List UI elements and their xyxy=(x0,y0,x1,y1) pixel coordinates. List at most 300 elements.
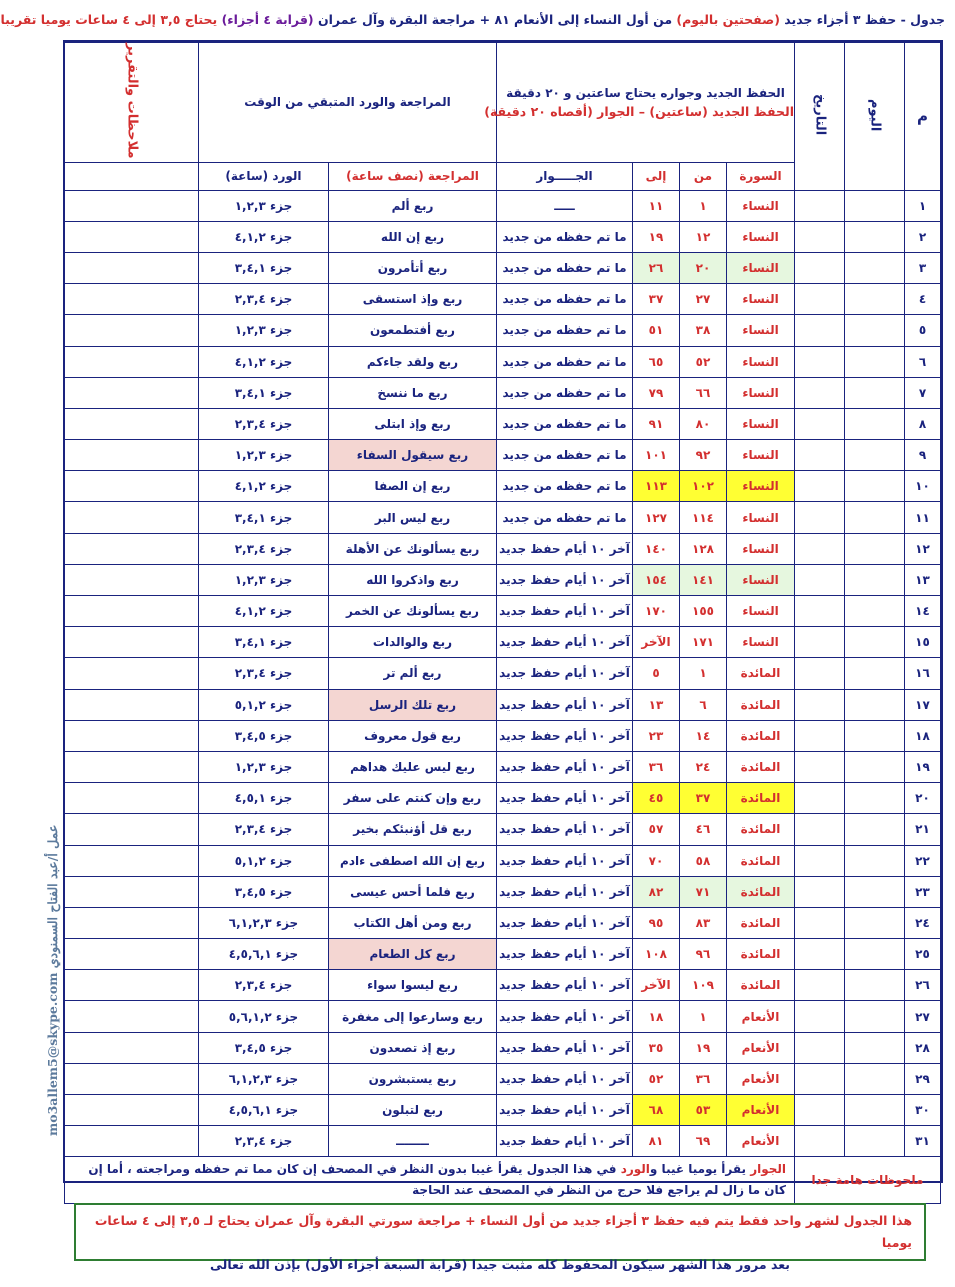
cell-from: ٣٧ xyxy=(680,783,727,814)
table-row xyxy=(64,689,940,720)
cell-day[interactable] xyxy=(845,845,905,876)
cell-review: ربع ليسوا سواء xyxy=(328,970,496,1001)
cell-surah: المائدة xyxy=(727,720,795,751)
cell-index: ١٠ xyxy=(905,471,941,502)
cell-surah: المائدة xyxy=(727,814,795,845)
cell-date[interactable] xyxy=(795,596,845,627)
header-review-half: المراجعة (نصف ساعة) xyxy=(328,162,496,190)
cell-notes[interactable] xyxy=(64,408,198,439)
cell-from: ١ xyxy=(680,1001,727,1032)
cell-notes[interactable] xyxy=(64,814,198,845)
cell-notes[interactable] xyxy=(64,221,198,252)
cell-surah: المائدة xyxy=(727,970,795,1001)
cell-to: ١١ xyxy=(633,190,680,221)
cell-index: ١ xyxy=(905,190,941,221)
cell-day[interactable] xyxy=(845,970,905,1001)
cell-day[interactable] xyxy=(845,596,905,627)
cell-review: ربع تلك الرسل xyxy=(328,689,496,720)
cell-from: ٦ xyxy=(680,689,727,720)
cell-date[interactable] xyxy=(795,377,845,408)
cell-notes[interactable] xyxy=(64,689,198,720)
cell-index: ٢١ xyxy=(905,814,941,845)
cell-date[interactable] xyxy=(795,1032,845,1063)
table-row xyxy=(64,970,940,1001)
cell-index: ١٩ xyxy=(905,751,941,782)
cell-date[interactable] xyxy=(795,907,845,938)
cell-wird: جزء ٤,٥,٦,١ xyxy=(198,1095,328,1126)
cell-review: ربع إن الله اصطفى ءادم xyxy=(328,845,496,876)
cell-review: ربع ما ننسخ xyxy=(328,377,496,408)
cell-date[interactable] xyxy=(795,845,845,876)
cell-day[interactable] xyxy=(845,627,905,658)
cell-jiwar: آخر ١٠ أيام حفظ جديد xyxy=(496,564,632,595)
cell-jiwar: آخر ١٠ أيام حفظ جديد xyxy=(496,689,632,720)
cell-review: ربع وإن كنتم على سفر xyxy=(328,783,496,814)
table-row xyxy=(64,471,940,502)
cell-date[interactable] xyxy=(795,471,845,502)
cell-to: ١٣ xyxy=(633,689,680,720)
page-title xyxy=(0,6,945,34)
cell-day[interactable] xyxy=(845,1001,905,1032)
cell-surah: الأنعام xyxy=(727,1032,795,1063)
table-row xyxy=(64,658,940,689)
cell-index: ١٣ xyxy=(905,564,941,595)
cell-index: ٦ xyxy=(905,346,941,377)
cell-day[interactable] xyxy=(845,907,905,938)
table-row xyxy=(64,1095,940,1126)
cell-review: ربع فلما أحس عيسى xyxy=(328,876,496,907)
cell-to: ٥٧ xyxy=(633,814,680,845)
header-notes: ملاحظات والتقرير xyxy=(64,43,198,163)
cell-to: ٩١ xyxy=(633,408,680,439)
cell-day[interactable] xyxy=(845,533,905,564)
cell-from: ١٩ xyxy=(680,1032,727,1063)
cell-surah: المائدة xyxy=(727,658,795,689)
cell-day[interactable] xyxy=(845,502,905,533)
cell-day[interactable] xyxy=(845,284,905,315)
table-row xyxy=(64,1063,940,1094)
header-notes-blank xyxy=(64,162,198,190)
cell-review: ربع إن الصفا xyxy=(328,471,496,502)
cell-notes[interactable] xyxy=(64,1032,198,1063)
cell-date[interactable] xyxy=(795,814,845,845)
cell-jiwar: ما تم حفظه من جديد xyxy=(496,502,632,533)
cell-from: ٥٨ xyxy=(680,845,727,876)
table-row xyxy=(64,845,940,876)
cell-date[interactable] xyxy=(795,1126,845,1157)
notes-text-2: في هذا الجدول يقرأ غيبا بدون النظر في المصحف إن كان مما تم حفظه ومراجعته ، أما إن كان ما زال لم يراجع فلا حرج من النظر في المصحف عند الحاجة xyxy=(88,1162,786,1198)
cell-surah: المائدة xyxy=(727,845,795,876)
cell-notes[interactable] xyxy=(64,440,198,471)
cell-notes[interactable] xyxy=(64,783,198,814)
table-row xyxy=(64,284,940,315)
cell-notes[interactable] xyxy=(64,190,198,221)
footer-line-1: هذا الجدول لشهر واحد فقط يتم فيه حفظ ٣ أجزاء جديد من أول النساء + مراجعة سورتي البقرة وآل عمران يحتاج لـ ٣,٥ إلى ٤ ساعات يوميا xyxy=(94,1213,912,1250)
cell-date[interactable] xyxy=(795,190,845,221)
cell-from: ١٢٨ xyxy=(680,533,727,564)
cell-notes[interactable] xyxy=(64,252,198,283)
cell-day[interactable] xyxy=(845,939,905,970)
cell-surah: النساء xyxy=(727,471,795,502)
cell-wird: جزء ٢,٣,٤ xyxy=(198,814,328,845)
table-row xyxy=(64,939,940,970)
cell-day[interactable] xyxy=(845,783,905,814)
header-new-memorization xyxy=(484,43,794,163)
cell-review: ربع أفتطمعون xyxy=(328,315,496,346)
cell-day[interactable] xyxy=(845,1032,905,1063)
author-credit: عمل أ/عبد الفتاح السمنودي mo3allem5@skype.com xyxy=(45,824,60,1136)
title-part-1: جدول - حفظ ٣ أجزاء جديد xyxy=(784,12,945,27)
cell-notes[interactable] xyxy=(64,502,198,533)
cell-index: ٥ xyxy=(905,315,941,346)
header-wird: الورد (ساعة) xyxy=(198,162,328,190)
cell-day[interactable] xyxy=(845,471,905,502)
cell-surah: النساء xyxy=(727,627,795,658)
header-jiwar: الجـــــوار xyxy=(496,162,632,190)
cell-jiwar: آخر ١٠ أيام حفظ جديد xyxy=(496,1126,632,1157)
cell-review: ربع وإذ استسقى xyxy=(328,284,496,315)
table-row xyxy=(64,720,940,751)
cell-index: ١٧ xyxy=(905,689,941,720)
table-row xyxy=(64,440,940,471)
cell-day[interactable] xyxy=(845,751,905,782)
cell-jiwar: ـــــ xyxy=(496,190,632,221)
cell-jiwar: آخر ١٠ أيام حفظ جديد xyxy=(496,907,632,938)
cell-surah: النساء xyxy=(727,440,795,471)
cell-from: ٨٠ xyxy=(680,408,727,439)
cell-wird: جزء ٣,٤,١ xyxy=(198,252,328,283)
cell-index: ١٨ xyxy=(905,720,941,751)
cell-jiwar: آخر ١٠ أيام حفظ جديد xyxy=(496,1001,632,1032)
cell-notes[interactable] xyxy=(64,939,198,970)
cell-surah: النساء xyxy=(727,221,795,252)
cell-notes[interactable] xyxy=(64,596,198,627)
cell-surah: المائدة xyxy=(727,876,795,907)
cell-notes[interactable] xyxy=(64,533,198,564)
cell-to: ١١٣ xyxy=(633,471,680,502)
cell-review: ربع سيقول السفاء xyxy=(328,440,496,471)
cell-date[interactable] xyxy=(795,502,845,533)
cell-to: ٨٢ xyxy=(633,876,680,907)
table-row xyxy=(64,907,940,938)
cell-review: ربع يسألونك عن الأهلة xyxy=(328,533,496,564)
cell-jiwar: ما تم حفظه من جديد xyxy=(496,471,632,502)
cell-index: ٢٣ xyxy=(905,876,941,907)
cell-wird: جزء ٤,٥,١ xyxy=(198,783,328,814)
table-row xyxy=(64,751,940,782)
cell-date[interactable] xyxy=(795,876,845,907)
cell-index: ٣١ xyxy=(905,1126,941,1157)
header-date: التاريخ xyxy=(795,43,845,191)
cell-date[interactable] xyxy=(795,1001,845,1032)
cell-notes[interactable] xyxy=(64,658,198,689)
header-row-1 xyxy=(64,43,940,163)
cell-to: الآخر xyxy=(633,627,680,658)
cell-jiwar: آخر ١٠ أيام حفظ جديد xyxy=(496,939,632,970)
cell-date[interactable] xyxy=(795,564,845,595)
cell-surah: المائدة xyxy=(727,751,795,782)
cell-from: ٣٨ xyxy=(680,315,727,346)
cell-surah: النساء xyxy=(727,377,795,408)
cell-to: ١٨ xyxy=(633,1001,680,1032)
header-m: م xyxy=(905,43,941,191)
cell-day[interactable] xyxy=(845,346,905,377)
notes-word-wird: الورد xyxy=(620,1162,650,1177)
cell-day[interactable] xyxy=(845,440,905,471)
cell-day[interactable] xyxy=(845,564,905,595)
cell-surah: النساء xyxy=(727,284,795,315)
cell-to: ٧٠ xyxy=(633,845,680,876)
notes-text-1: يقرأ يوميا غيبا و xyxy=(649,1162,751,1177)
new-subtitle: الحفظ الجديد (ساعتين) – الجوار (أقصاه ٢٠ دقيقة) xyxy=(484,103,794,119)
header-day: اليوم xyxy=(845,43,905,191)
cell-date[interactable] xyxy=(795,939,845,970)
cell-review: ربع ومن أهل الكتاب xyxy=(328,907,496,938)
cell-notes[interactable] xyxy=(64,1126,198,1157)
table-row xyxy=(64,315,940,346)
cell-date[interactable] xyxy=(795,783,845,814)
cell-wird: جزء ٢,٣,٤ xyxy=(198,408,328,439)
cell-notes[interactable] xyxy=(64,1001,198,1032)
cell-notes[interactable] xyxy=(64,720,198,751)
cell-notes[interactable] xyxy=(64,564,198,595)
cell-notes[interactable] xyxy=(64,1063,198,1094)
title-part-5: يحتاج ٣,٥ إلى ٤ ساعات يوميا تقريبا xyxy=(0,12,218,27)
table-row xyxy=(64,1126,940,1157)
cell-jiwar: آخر ١٠ أيام حفظ جديد xyxy=(496,1095,632,1126)
cell-day[interactable] xyxy=(845,190,905,221)
cell-day[interactable] xyxy=(845,221,905,252)
cell-surah: الأنعام xyxy=(727,1095,795,1126)
cell-wird: جزء ٤,١,٢ xyxy=(198,471,328,502)
cell-notes[interactable] xyxy=(64,1095,198,1126)
cell-notes[interactable] xyxy=(64,315,198,346)
cell-wird: جزء ٢,٣,٤ xyxy=(198,658,328,689)
notes-label: ملحوظات هامة جدا xyxy=(795,1157,941,1204)
cell-jiwar: آخر ١٠ أيام حفظ جديد xyxy=(496,596,632,627)
cell-wird: جزء ٢,٣,٤ xyxy=(198,970,328,1001)
notes-word-jiwar: الجوار xyxy=(750,1162,786,1177)
cell-from: ٦٦ xyxy=(680,377,727,408)
cell-surah: المائدة xyxy=(727,783,795,814)
cell-to: ٤٥ xyxy=(633,783,680,814)
cell-index: ٩ xyxy=(905,440,941,471)
table-row xyxy=(64,1001,940,1032)
cell-jiwar: آخر ١٠ أيام حفظ جديد xyxy=(496,627,632,658)
table-row xyxy=(64,346,940,377)
cell-review: ربع والوالدات xyxy=(328,627,496,658)
cell-to: ٥٢ xyxy=(633,1063,680,1094)
cell-from: ١ xyxy=(680,190,727,221)
cell-to: ٦٨ xyxy=(633,1095,680,1126)
cell-date[interactable] xyxy=(795,1063,845,1094)
cell-notes[interactable] xyxy=(64,751,198,782)
cell-wird: جزء ٣,٤,١ xyxy=(198,502,328,533)
cell-index: ٧ xyxy=(905,377,941,408)
cell-from: ٩٦ xyxy=(680,939,727,970)
cell-jiwar: ما تم حفظه من جديد xyxy=(496,221,632,252)
cell-date[interactable] xyxy=(795,627,845,658)
cell-review: ربع ليس عليك هداهم xyxy=(328,751,496,782)
cell-index: ٢٤ xyxy=(905,907,941,938)
cell-from: ١٥٥ xyxy=(680,596,727,627)
table-row xyxy=(64,564,940,595)
cell-wird: جزء ٦,١,٢,٣ xyxy=(198,907,328,938)
cell-review: ربع قول معروف xyxy=(328,720,496,751)
footer-note xyxy=(74,1203,926,1272)
cell-surah: الأنعام xyxy=(727,1126,795,1157)
cell-review: ربع ألم xyxy=(328,190,496,221)
header-from: من xyxy=(680,162,727,190)
cell-wird: جزء ٥,٦,١,٢ xyxy=(198,1001,328,1032)
cell-day[interactable] xyxy=(845,876,905,907)
cell-date[interactable] xyxy=(795,315,845,346)
cell-surah: المائدة xyxy=(727,689,795,720)
cell-index: ٣٠ xyxy=(905,1095,941,1126)
cell-wird: جزء ١,٢,٣ xyxy=(198,564,328,595)
cell-index: ١٦ xyxy=(905,658,941,689)
cell-date[interactable] xyxy=(795,440,845,471)
cell-date[interactable] xyxy=(795,720,845,751)
cell-from: ٢٤ xyxy=(680,751,727,782)
cell-to: ١٢٧ xyxy=(633,502,680,533)
table-row xyxy=(64,377,940,408)
cell-notes[interactable] xyxy=(64,845,198,876)
table-row xyxy=(64,221,940,252)
cell-notes[interactable] xyxy=(64,970,198,1001)
cell-wird: جزء ٤,٥,٦,١ xyxy=(198,939,328,970)
cell-from: ٣٦ xyxy=(680,1063,727,1094)
cell-day[interactable] xyxy=(845,720,905,751)
cell-date[interactable] xyxy=(795,346,845,377)
cell-date[interactable] xyxy=(795,658,845,689)
cell-review: ربع لتبلون xyxy=(328,1095,496,1126)
cell-wird: جزء ٢,٣,٤ xyxy=(198,284,328,315)
cell-index: ١٥ xyxy=(905,627,941,658)
cell-notes[interactable] xyxy=(64,876,198,907)
cell-review: ربع أتأمرون xyxy=(328,252,496,283)
cell-review: ربع يسألونك عن الخمر xyxy=(328,596,496,627)
cell-day[interactable] xyxy=(845,377,905,408)
cell-surah: النساء xyxy=(727,252,795,283)
table-row xyxy=(64,876,940,907)
cell-date[interactable] xyxy=(795,221,845,252)
cell-jiwar: آخر ١٠ أيام حفظ جديد xyxy=(496,751,632,782)
cell-day[interactable] xyxy=(845,1095,905,1126)
cell-review: ربع وإذ ابتلى xyxy=(328,408,496,439)
cell-date[interactable] xyxy=(795,1095,845,1126)
cell-day[interactable] xyxy=(845,689,905,720)
table-row xyxy=(64,814,940,845)
cell-to: ٦٥ xyxy=(633,346,680,377)
cell-from: ١٠٩ xyxy=(680,970,727,1001)
cell-to: ٣٥ xyxy=(633,1032,680,1063)
cell-date[interactable] xyxy=(795,970,845,1001)
cell-date[interactable] xyxy=(795,533,845,564)
cell-notes[interactable] xyxy=(64,377,198,408)
cell-surah: المائدة xyxy=(727,907,795,938)
schedule-rows xyxy=(64,190,940,1157)
cell-surah: الأنعام xyxy=(727,1001,795,1032)
cell-to: ١٥٤ xyxy=(633,564,680,595)
cell-to: ٣٧ xyxy=(633,284,680,315)
cell-notes[interactable] xyxy=(64,627,198,658)
cell-wird: جزء ١,٢,٣ xyxy=(198,190,328,221)
table-row xyxy=(64,408,940,439)
cell-day[interactable] xyxy=(845,408,905,439)
cell-jiwar: ما تم حفظه من جديد xyxy=(496,315,632,346)
cell-day[interactable] xyxy=(845,814,905,845)
title-part-4: (قرابة ٤ أجزاء) xyxy=(221,12,314,27)
cell-jiwar: آخر ١٠ أيام حفظ جديد xyxy=(496,845,632,876)
cell-day[interactable] xyxy=(845,1126,905,1157)
cell-notes[interactable] xyxy=(64,471,198,502)
cell-review: ربع إن الله xyxy=(328,221,496,252)
cell-jiwar: ما تم حفظه من جديد xyxy=(496,377,632,408)
cell-wird: جزء ٣,٤,١ xyxy=(198,627,328,658)
cell-jiwar: آخر ١٠ أيام حفظ جديد xyxy=(496,533,632,564)
cell-review: ربع يستبشرون xyxy=(328,1063,496,1094)
cell-from: ١٢ xyxy=(680,221,727,252)
table-row xyxy=(64,533,940,564)
notes-row xyxy=(64,1157,940,1204)
cell-jiwar: آخر ١٠ أيام حفظ جديد xyxy=(496,814,632,845)
footer-line-2: بعد مرور هذا الشهر سيكون المحفوظ كله مثبت جيدا (قرابة السبعة أجزاء الأول) بإذن الله تعالى xyxy=(210,1257,790,1272)
cell-surah: النساء xyxy=(727,315,795,346)
cell-wird: جزء ٤,١,٢ xyxy=(198,596,328,627)
cell-day[interactable] xyxy=(845,658,905,689)
cell-from: ٤٦ xyxy=(680,814,727,845)
cell-review: ربع كل الطعام xyxy=(328,939,496,970)
cell-to: ٥١ xyxy=(633,315,680,346)
cell-jiwar: آخر ١٠ أيام حفظ جديد xyxy=(496,1032,632,1063)
cell-to: ٢٣ xyxy=(633,720,680,751)
cell-to: ٧٩ xyxy=(633,377,680,408)
cell-jiwar: ما تم حفظه من جديد xyxy=(496,408,632,439)
cell-from: ٥٢ xyxy=(680,346,727,377)
cell-date[interactable] xyxy=(795,284,845,315)
cell-notes[interactable] xyxy=(64,284,198,315)
cell-date[interactable] xyxy=(795,408,845,439)
cell-day[interactable] xyxy=(845,252,905,283)
cell-to: ٥ xyxy=(633,658,680,689)
cell-to: ١٩ xyxy=(633,221,680,252)
cell-to: ٢٦ xyxy=(633,252,680,283)
cell-jiwar: ما تم حفظه من جديد xyxy=(496,440,632,471)
cell-review: ربع واذكروا الله xyxy=(328,564,496,595)
header-to: إلى xyxy=(633,162,680,190)
cell-review: ربع إذ تصعدون xyxy=(328,1032,496,1063)
cell-jiwar: ما تم حفظه من جديد xyxy=(496,252,632,283)
cell-index: ٢٠ xyxy=(905,783,941,814)
cell-day[interactable] xyxy=(845,1063,905,1094)
cell-date[interactable] xyxy=(795,252,845,283)
header-surah: السورة xyxy=(727,162,795,190)
header-review: المراجعة والورد المتبقي من الوقت xyxy=(198,43,496,163)
cell-date[interactable] xyxy=(795,751,845,782)
cell-notes[interactable] xyxy=(64,907,198,938)
cell-from: ٢٧ xyxy=(680,284,727,315)
cell-wird: جزء ٢,٣,٤ xyxy=(198,533,328,564)
cell-surah: النساء xyxy=(727,190,795,221)
cell-notes[interactable] xyxy=(64,346,198,377)
cell-day[interactable] xyxy=(845,315,905,346)
cell-date[interactable] xyxy=(795,689,845,720)
cell-wird: جزء ٦,١,٢,٣ xyxy=(198,1063,328,1094)
cell-review: ربع وسارعوا إلى مغفرة xyxy=(328,1001,496,1032)
table-row xyxy=(64,783,940,814)
notes-text xyxy=(64,1157,794,1204)
